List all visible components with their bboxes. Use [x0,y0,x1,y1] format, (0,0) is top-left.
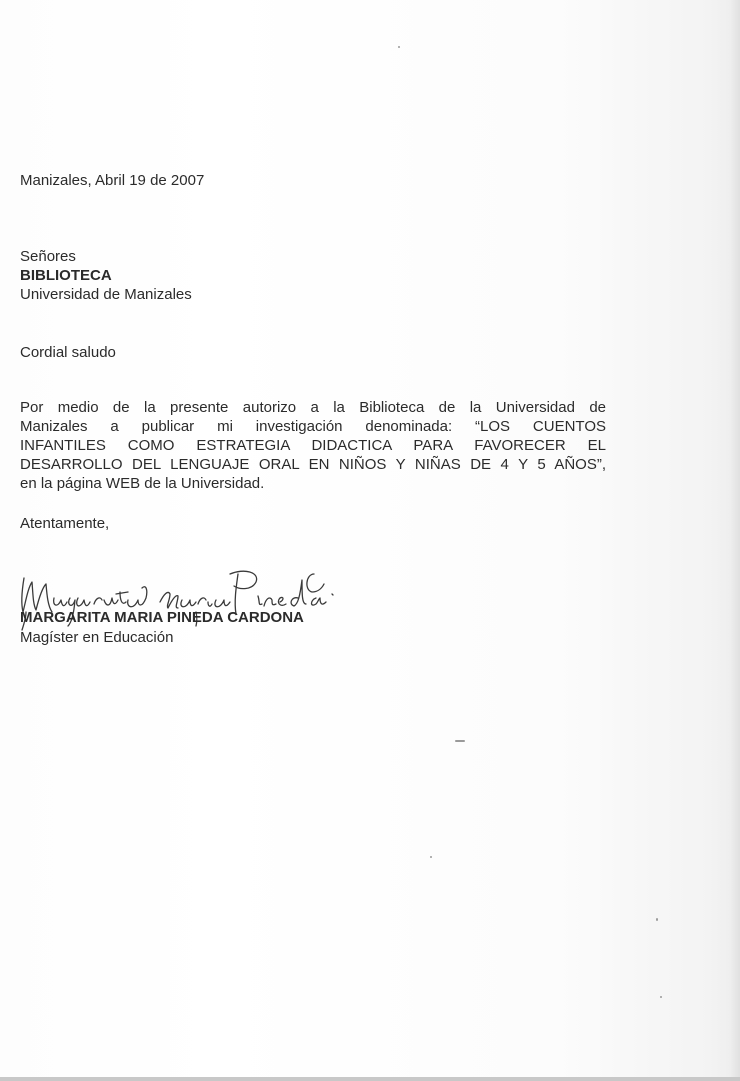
signer-title: Magíster en Educación [20,629,174,646]
scan-bottom-edge [0,1077,740,1081]
body-line: INFANTILES COMO ESTRATEGIA DIDACTICA PARA FAVORECER EL [20,437,606,454]
body-line: en la página WEB de la Universidad. [20,475,265,492]
date-line: Manizales, Abril 19 de 2007 [20,172,205,189]
scan-speck [656,918,658,921]
scan-speck [455,740,465,742]
scan-speck [660,996,662,998]
scan-shadow-edge [730,0,740,1081]
recipient-salutation: Señores [20,248,76,265]
signer-name: MARGARITA MARIA PINEDA CARDONA [20,609,304,626]
body-line: DESARROLLO DEL LENGUAJE ORAL EN NIÑOS Y NIÑAS DE 4 Y 5 AÑOS”, [20,456,606,473]
body-line: Por medio de la presente autorizo a la Biblioteca de la Universidad de [20,399,606,416]
body-paragraph [20,398,606,493]
body-line: Manizales a publicar mi investigación denominada: “LOS CUENTOS [20,418,606,435]
scan-speck [398,46,400,48]
recipient-name: BIBLIOTECA [20,267,112,284]
greeting: Cordial saludo [20,344,116,361]
scan-speck [430,856,432,858]
closing: Atentamente, [20,515,110,532]
recipient-institution: Universidad de Manizales [20,286,192,303]
